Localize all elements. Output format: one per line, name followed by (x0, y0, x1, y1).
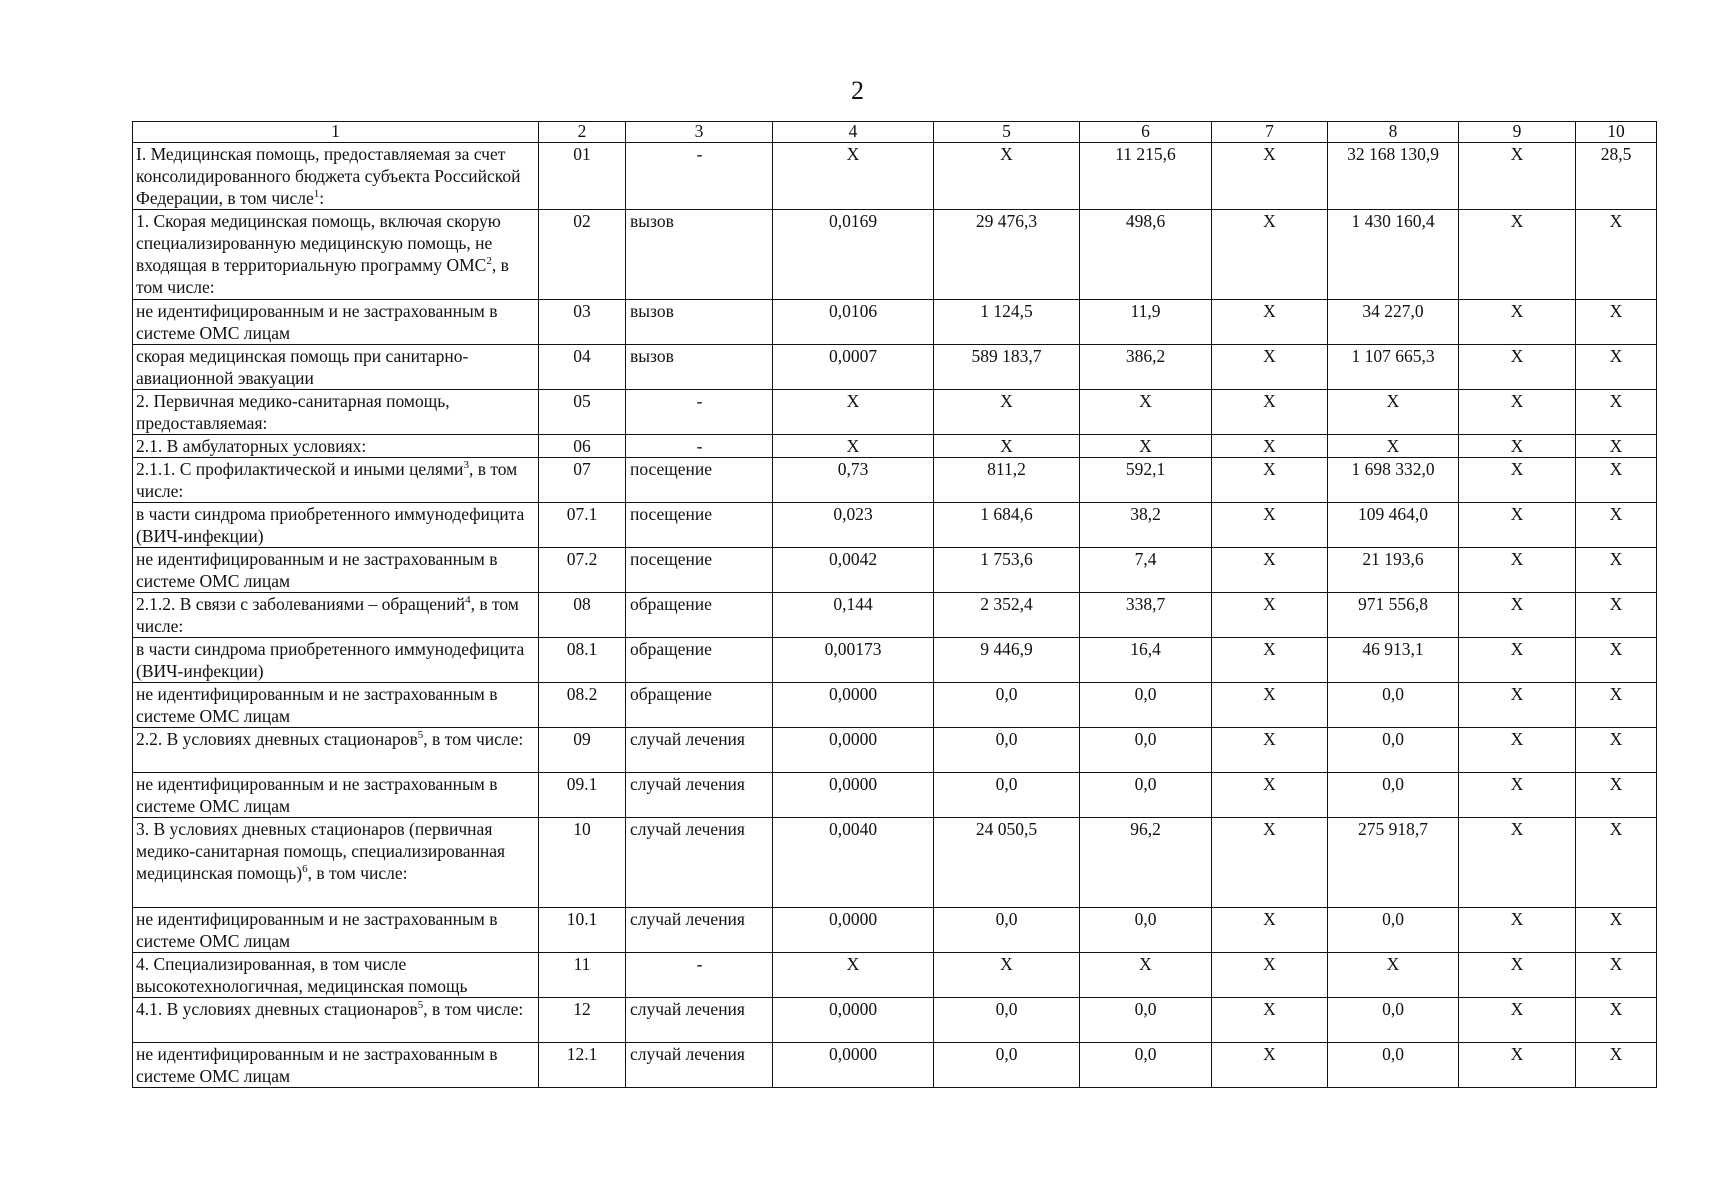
unit-cell: - (626, 435, 773, 458)
value-cell: X (1080, 953, 1212, 998)
table-row (133, 683, 1657, 728)
value-cell: X (1576, 953, 1657, 998)
value-cell: 589 183,7 (934, 345, 1080, 390)
row-name: 2.2. В условиях дневных стационаров (136, 729, 418, 749)
row-code-cell: 03 (539, 300, 626, 345)
value-cell: X (1576, 593, 1657, 638)
value-cell: X (934, 435, 1080, 458)
column-header: 9 (1459, 122, 1576, 143)
value-cell: X (1576, 908, 1657, 953)
unit-cell: обращение (626, 593, 773, 638)
column-header: 1 (133, 122, 539, 143)
value-cell: X (1459, 458, 1576, 503)
value-cell: X (1212, 143, 1328, 210)
row-code-cell: 09.1 (539, 773, 626, 818)
value-cell: X (1212, 1043, 1328, 1088)
row-code-cell: 12.1 (539, 1043, 626, 1088)
value-cell: 0,00173 (773, 638, 934, 683)
value-cell: 11,9 (1080, 300, 1212, 345)
value-cell: 0,73 (773, 458, 934, 503)
value-cell: X (1212, 773, 1328, 818)
value-cell: 0,0 (1328, 773, 1459, 818)
row-name-cell (133, 773, 539, 818)
value-cell: 275 918,7 (1328, 818, 1459, 908)
value-cell: 0,0106 (773, 300, 934, 345)
unit-cell: вызов (626, 210, 773, 300)
table-row (133, 773, 1657, 818)
value-cell: X (1459, 998, 1576, 1043)
value-cell: X (1328, 435, 1459, 458)
row-name-cell (133, 953, 539, 998)
value-cell: 11 215,6 (1080, 143, 1212, 210)
row-name-tail: , в том числе: (307, 863, 408, 883)
row-code-cell: 07.2 (539, 548, 626, 593)
value-cell: X (1212, 953, 1328, 998)
table-row (133, 908, 1657, 953)
row-name: 2.1.1. С профилактической и иными целями (136, 459, 464, 479)
value-cell: X (1576, 503, 1657, 548)
table-row (133, 1043, 1657, 1088)
footnote-marker: 4 (465, 594, 471, 607)
footnote-marker: 5 (417, 999, 424, 1012)
value-cell: X (1328, 390, 1459, 435)
unit-cell: случай лечения (626, 818, 773, 908)
value-cell: X (1212, 593, 1328, 638)
value-cell: 0,0 (934, 1043, 1080, 1088)
table-row (133, 953, 1657, 998)
row-name-tail: : (319, 188, 325, 208)
column-header: 3 (626, 122, 773, 143)
value-cell: X (1576, 548, 1657, 593)
row-name: скорая медицинская помощь при санитарно-авиационной эвакуации (136, 346, 469, 388)
unit-cell: случай лечения (626, 773, 773, 818)
value-cell: 1 753,6 (934, 548, 1080, 593)
value-cell: 0,0 (934, 998, 1080, 1043)
value-cell: X (1576, 1043, 1657, 1088)
value-cell: X (1459, 210, 1576, 300)
value-cell: 0,0 (1080, 728, 1212, 773)
unit-cell: посещение (626, 458, 773, 503)
value-cell: 29 476,3 (934, 210, 1080, 300)
value-cell: X (773, 143, 934, 210)
value-cell: X (1576, 683, 1657, 728)
value-cell: X (1459, 143, 1576, 210)
value-cell: X (1576, 390, 1657, 435)
row-name-cell (133, 548, 539, 593)
value-cell: 0,0 (934, 728, 1080, 773)
row-name: I. Медицинская помощь, предоставляемая за счет консолидированного бюджета субъекта Российской Федерации, в том числе (136, 144, 521, 208)
row-name-cell (133, 728, 539, 773)
unit-cell: посещение (626, 548, 773, 593)
value-cell: 0,0000 (773, 683, 934, 728)
value-cell: 0,0 (1328, 683, 1459, 728)
unit-cell: - (626, 143, 773, 210)
value-cell: X (1459, 503, 1576, 548)
value-cell: 0,0000 (773, 773, 934, 818)
value-cell: 1 684,6 (934, 503, 1080, 548)
value-cell: 0,0042 (773, 548, 934, 593)
row-code-cell: 10 (539, 818, 626, 908)
value-cell: X (1212, 548, 1328, 593)
value-cell: X (773, 953, 934, 998)
value-cell: 28,5 (1576, 143, 1657, 210)
value-cell: X (1576, 435, 1657, 458)
value-cell: X (1576, 210, 1657, 300)
value-cell: X (1212, 435, 1328, 458)
value-cell: 0,0 (1328, 1043, 1459, 1088)
row-name: 4.1. В условиях дневных стационаров (136, 999, 418, 1019)
footnote-marker: 6 (302, 863, 308, 876)
row-name-cell (133, 638, 539, 683)
row-code-cell: 10.1 (539, 908, 626, 953)
value-cell: 0,0007 (773, 345, 934, 390)
column-header: 7 (1212, 122, 1328, 143)
row-name: 2.1.2. В связи с заболеваниями – обращений (136, 594, 466, 614)
value-cell: 0,0 (1080, 998, 1212, 1043)
row-name: не идентифицированным и не застрахованным в системе ОМС лицам (136, 1044, 498, 1086)
row-name-cell (133, 998, 539, 1043)
value-cell: 0,0 (1080, 908, 1212, 953)
value-cell: 0,0000 (773, 1043, 934, 1088)
column-header: 4 (773, 122, 934, 143)
value-cell: X (934, 390, 1080, 435)
value-cell: 24 050,5 (934, 818, 1080, 908)
value-cell: 1 430 160,4 (1328, 210, 1459, 300)
value-cell: X (1576, 345, 1657, 390)
unit-cell: вызов (626, 300, 773, 345)
footnote-marker: 3 (463, 459, 469, 472)
value-cell: X (1459, 908, 1576, 953)
value-cell: 0,0169 (773, 210, 934, 300)
row-name-tail: , в том числе: (136, 255, 509, 297)
footnote-marker: 5 (417, 729, 424, 742)
value-cell: 0,144 (773, 593, 934, 638)
row-name: не идентифицированным и не застрахованным в системе ОМС лицам (136, 301, 498, 343)
row-code-cell: 02 (539, 210, 626, 300)
value-cell: X (1212, 638, 1328, 683)
value-cell: X (1576, 728, 1657, 773)
row-name-cell (133, 503, 539, 548)
row-code-cell: 08.1 (539, 638, 626, 683)
footnote-marker: 1 (313, 188, 320, 201)
unit-cell: посещение (626, 503, 773, 548)
table-row (133, 638, 1657, 683)
unit-cell: случай лечения (626, 908, 773, 953)
row-name: 4. Специализированная, в том числе высокотехнологичная, медицинская помощь (136, 954, 468, 996)
column-header: 10 (1576, 122, 1657, 143)
value-cell: 38,2 (1080, 503, 1212, 548)
value-cell: 386,2 (1080, 345, 1212, 390)
row-name-tail: , в том числе: (423, 729, 524, 749)
table-row (133, 300, 1657, 345)
page-number: 2 (851, 76, 864, 105)
row-name-cell (133, 908, 539, 953)
row-name: 1. Скорая медицинская помощь, включая скорую специализированную медицинскую помощь, не входящая в территориальную программу ОМС (136, 211, 501, 275)
value-cell: 0,0 (934, 773, 1080, 818)
value-cell: 811,2 (934, 458, 1080, 503)
unit-cell: обращение (626, 683, 773, 728)
value-cell: X (934, 143, 1080, 210)
value-cell: X (1459, 593, 1576, 638)
value-cell: 0,0 (1328, 908, 1459, 953)
value-cell: 0,0 (934, 908, 1080, 953)
value-cell: X (1459, 548, 1576, 593)
value-cell: 0,0 (934, 683, 1080, 728)
value-cell: 0,0 (1328, 728, 1459, 773)
value-cell: X (934, 953, 1080, 998)
value-cell: 0,0000 (773, 908, 934, 953)
value-cell: 1 107 665,3 (1328, 345, 1459, 390)
row-code-cell: 06 (539, 435, 626, 458)
row-name: 2. Первичная медико-санитарная помощь, предоставляемая: (136, 391, 450, 433)
value-cell: X (1576, 638, 1657, 683)
value-cell: 96,2 (1080, 818, 1212, 908)
value-cell: X (1576, 998, 1657, 1043)
row-code-cell: 11 (539, 953, 626, 998)
row-code-cell: 08.2 (539, 683, 626, 728)
value-cell: X (1459, 638, 1576, 683)
value-cell: X (1459, 683, 1576, 728)
value-cell: X (1459, 953, 1576, 998)
unit-cell: случай лечения (626, 998, 773, 1043)
column-header: 8 (1328, 122, 1459, 143)
value-cell: X (1212, 818, 1328, 908)
column-header: 2 (539, 122, 626, 143)
value-cell: 7,4 (1080, 548, 1212, 593)
row-code-cell: 05 (539, 390, 626, 435)
value-cell: X (1459, 818, 1576, 908)
value-cell: X (1212, 458, 1328, 503)
value-cell: 34 227,0 (1328, 300, 1459, 345)
row-code-cell: 04 (539, 345, 626, 390)
value-cell: X (1459, 773, 1576, 818)
row-name-cell (133, 458, 539, 503)
row-name-cell (133, 593, 539, 638)
value-cell: X (1459, 345, 1576, 390)
value-cell: X (1576, 818, 1657, 908)
row-name-cell (133, 300, 539, 345)
row-name-cell (133, 818, 539, 908)
row-code-cell: 12 (539, 998, 626, 1043)
value-cell: 0,0 (1080, 683, 1212, 728)
unit-cell: - (626, 953, 773, 998)
column-header: 6 (1080, 122, 1212, 143)
unit-cell: случай лечения (626, 728, 773, 773)
row-code-cell: 01 (539, 143, 626, 210)
value-cell: X (1212, 210, 1328, 300)
row-code-cell: 07 (539, 458, 626, 503)
value-cell: 592,1 (1080, 458, 1212, 503)
table-row (133, 143, 1657, 210)
row-name: в части синдрома приобретенного иммунодефицита (ВИЧ-инфекции) (136, 504, 525, 546)
unit-cell: обращение (626, 638, 773, 683)
row-code-cell: 08 (539, 593, 626, 638)
row-name-cell (133, 210, 539, 300)
value-cell: X (1459, 435, 1576, 458)
value-cell: X (1576, 773, 1657, 818)
row-name: в части синдрома приобретенного иммунодефицита (ВИЧ-инфекции) (136, 639, 525, 681)
row-name: не идентифицированным и не застрахованным в системе ОМС лицам (136, 684, 498, 726)
table-row (133, 210, 1657, 300)
table-row (133, 458, 1657, 503)
value-cell: X (1459, 390, 1576, 435)
value-cell: 16,4 (1080, 638, 1212, 683)
table-row (133, 390, 1657, 435)
value-cell: X (1459, 1043, 1576, 1088)
value-cell: X (1459, 728, 1576, 773)
unit-cell: случай лечения (626, 1043, 773, 1088)
column-header: 5 (934, 122, 1080, 143)
value-cell: X (1212, 728, 1328, 773)
row-name: не идентифицированным и не застрахованным в системе ОМС лицам (136, 549, 498, 591)
table-row (133, 593, 1657, 638)
value-cell: 21 193,6 (1328, 548, 1459, 593)
value-cell: 0,0 (1080, 773, 1212, 818)
value-cell: X (1080, 435, 1212, 458)
value-cell: X (1212, 345, 1328, 390)
row-code-cell: 09 (539, 728, 626, 773)
value-cell: X (1459, 300, 1576, 345)
table-body (133, 143, 1657, 1088)
value-cell: X (1576, 458, 1657, 503)
value-cell: 1 698 332,0 (1328, 458, 1459, 503)
value-cell: X (1576, 300, 1657, 345)
value-cell: 0,0000 (773, 998, 934, 1043)
footnote-marker: 2 (486, 255, 492, 268)
row-name-cell (133, 1043, 539, 1088)
value-cell: X (1212, 503, 1328, 548)
value-cell: X (1212, 998, 1328, 1043)
value-cell: 1 124,5 (934, 300, 1080, 345)
value-cell: X (773, 435, 934, 458)
unit-cell: вызов (626, 345, 773, 390)
row-name-cell (133, 435, 539, 458)
value-cell: 0,023 (773, 503, 934, 548)
row-name-cell (133, 345, 539, 390)
value-cell: X (1328, 953, 1459, 998)
table-row (133, 818, 1657, 908)
table-row (133, 728, 1657, 773)
value-cell: 0,0000 (773, 728, 934, 773)
value-cell: 32 168 130,9 (1328, 143, 1459, 210)
value-cell: 9 446,9 (934, 638, 1080, 683)
row-name-cell (133, 683, 539, 728)
row-name: не идентифицированным и не застрахованным в системе ОМС лицам (136, 774, 498, 816)
value-cell: 971 556,8 (1328, 593, 1459, 638)
value-cell: 498,6 (1080, 210, 1212, 300)
value-cell: 0,0 (1328, 998, 1459, 1043)
value-cell: X (1212, 683, 1328, 728)
table-row (133, 435, 1657, 458)
row-name: не идентифицированным и не застрахованным в системе ОМС лицам (136, 909, 498, 951)
value-cell: X (1212, 300, 1328, 345)
value-cell: 0,0040 (773, 818, 934, 908)
value-cell: X (1212, 908, 1328, 953)
row-name-tail: , в том числе: (423, 999, 524, 1019)
row-code-cell: 07.1 (539, 503, 626, 548)
value-cell: X (773, 390, 934, 435)
unit-cell: - (626, 390, 773, 435)
row-name-tail: , в том числе: (136, 459, 518, 501)
value-cell: X (1212, 390, 1328, 435)
row-name: 3. В условиях дневных стационаров (первичная медико-санитарная помощь, специализированная медицинская помощь) (136, 819, 506, 883)
table-row (133, 503, 1657, 548)
value-cell: 2 352,4 (934, 593, 1080, 638)
value-cell: 46 913,1 (1328, 638, 1459, 683)
table-row (133, 345, 1657, 390)
row-name-cell (133, 390, 539, 435)
data-table (132, 121, 1657, 1088)
value-cell: 109 464,0 (1328, 503, 1459, 548)
row-name: 2.1. В амбулаторных условиях: (136, 436, 367, 456)
table-row (133, 548, 1657, 593)
value-cell: X (1080, 390, 1212, 435)
row-name-tail: , в том числе: (136, 594, 519, 636)
value-cell: 338,7 (1080, 593, 1212, 638)
value-cell: 0,0 (1080, 1043, 1212, 1088)
header-row (133, 122, 1657, 143)
row-name-cell (133, 143, 539, 210)
table-row (133, 998, 1657, 1043)
